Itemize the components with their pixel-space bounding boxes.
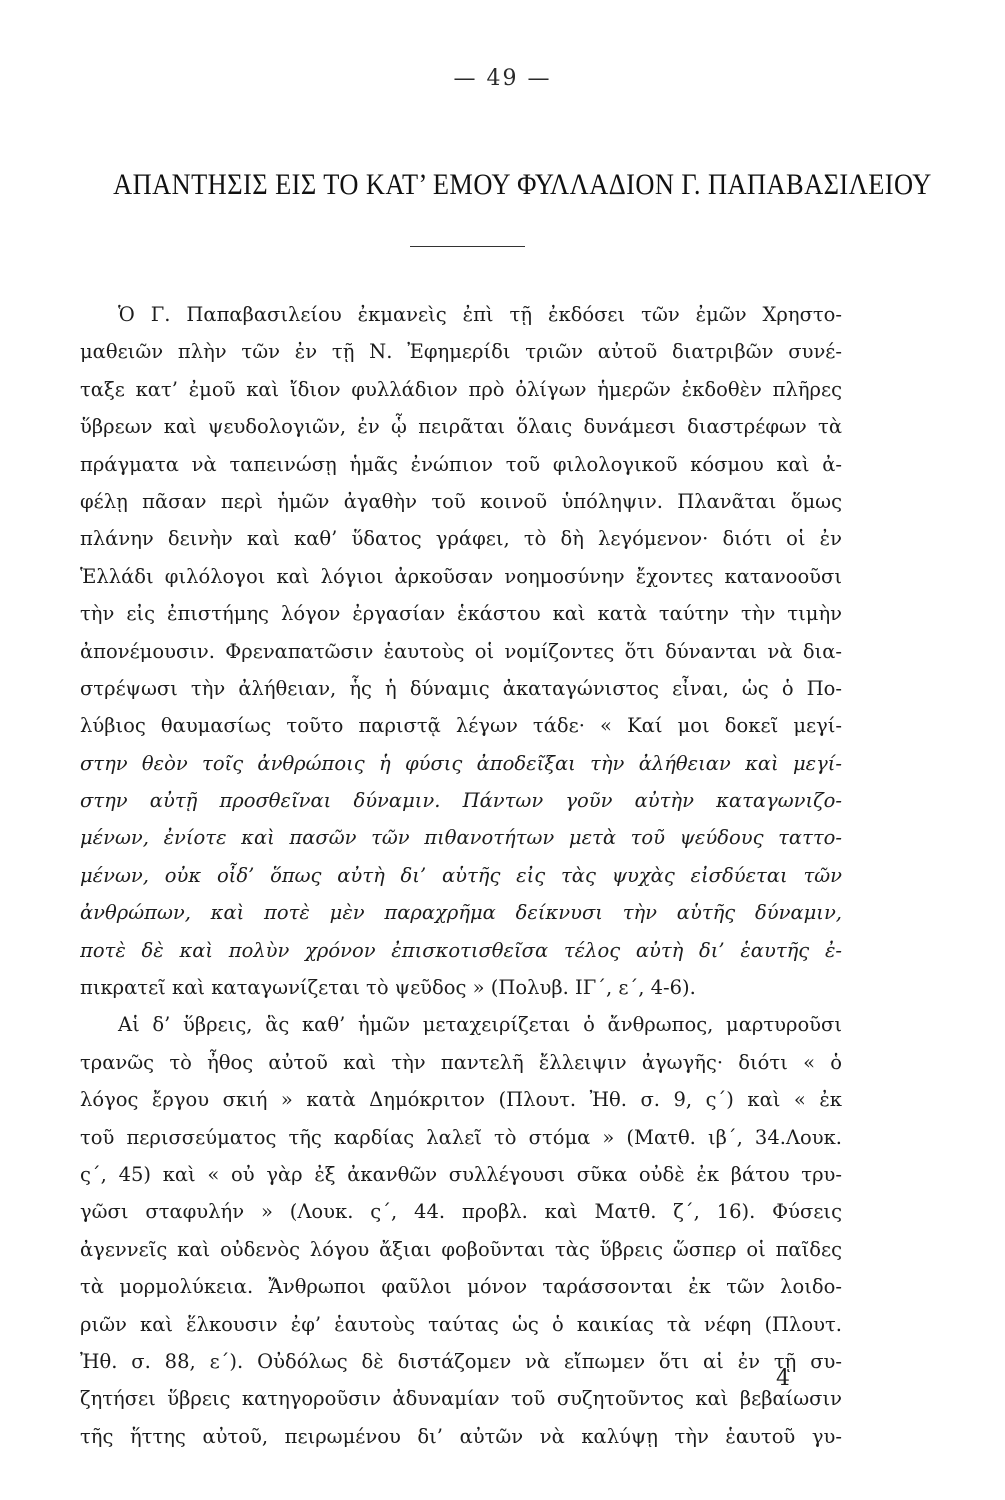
text-line-italic: στην θεὸν τοῖς ἀνθρώποις ἡ φύσις ἀποδεῖξαι τὴν ἀλήθειαν καὶ μεγί-	[80, 751, 842, 775]
text-line: τρανῶς τὸ ἦθος αὐτοῦ καὶ τὴν παντελῆ ἔλλειψιν ἀγωγῆς· διότι « ὁ	[80, 1050, 842, 1074]
text-line: τῆς ἥττης αὐτοῦ, πειρωμένου δι’ αὐτῶν νὰ καλύψῃ τὴν ἑαυτοῦ γυ-	[80, 1424, 842, 1448]
text-line: ς΄, 45) καὶ « οὐ γὰρ ἐξ ἀκανθῶν συλλέγουσι σῦκα οὐδὲ ἐκ βάτου τρυ-	[80, 1162, 842, 1186]
body-text	[80, 296, 842, 1455]
text-line-italic: ἀνθρώπων, καὶ ποτὲ μὲν παραχρῆμα δείκνυσι τὴν αὑτῆς δύναμιν,	[80, 901, 842, 925]
text-line: ὕβρεων καὶ ψευδολογιῶν, ἐν ᾧ πειρᾶται ὅλαις δυνάμεσι διαστρέφων τὰ	[80, 415, 842, 439]
text-line: Αἱ δ’ ὕβρεις, ἃς καθ’ ἡμῶν μεταχειρίζεται ὁ ἄνθρωπος, μαρτυροῦσι	[118, 1013, 842, 1037]
text-line-italic: ποτὲ δὲ καὶ πολὺν χρόνον ἐπισκοτισθεῖσα τέλος αὐτὴ δι’ ἑαυτῆς ἐ-	[80, 938, 842, 962]
text-line: πλάνην δεινὴν καὶ καθ’ ὕδατος γράφει, τὸ δὴ λεγόμενον· διότι οἱ ἐν	[80, 527, 842, 551]
page-number: — 49 —	[453, 66, 552, 91]
text-line: ζητήσει ὕβρεις κατηγοροῦσιν ἀδυναμίαν τοῦ συζητοῦντος καὶ βεβαίωσιν	[80, 1387, 842, 1411]
text-line: λόγος ἔργου σκιή » κατὰ Δημόκριτον (Πλουτ. Ἠθ. σ. 9, ς΄) καὶ « ἐκ	[80, 1088, 842, 1112]
text-line: πικρατεῖ καὶ καταγωνίζεται τὸ ψεῦδος » (Πολυβ. ΙΓ΄, ε΄, 4-6).	[80, 976, 696, 1000]
text-line: γῶσι σταφυλήν » (Λουκ. ς΄, 44. προβλ. καὶ Ματθ. ζ΄, 16). Φύσεις	[80, 1200, 842, 1224]
text-line: λύβιος θαυμασίως τοῦτο παριστᾷ λέγων τάδε· « Καί μοι δοκεῖ μεγί-	[80, 714, 842, 738]
chapter-title: ΑΠΑΝΤΗΣΙΣ ΕΙΣ ΤΟ ΚΑΤ’ ΕΜΟΥ ΦΥΛΛΑΔΙΟΝ Γ. ΠΑΠΑΒΑΣΙΛΕΙΟΥ	[113, 168, 932, 201]
text-line: πράγματα νὰ ταπεινώσῃ ἡμᾶς ἐνώπιον τοῦ φιλολογικοῦ κόσμου καὶ ἀ-	[80, 452, 842, 476]
text-line: ἀπονέμουσιν. Φρεναπατῶσιν ἑαυτοὺς οἱ νομίζοντες ὅτι δύνανται νὰ δια-	[80, 639, 842, 663]
text-line: τοῦ περισσεύματος τῆς καρδίας λαλεῖ τὸ στόμα » (Ματθ. ιβ΄, 34.Λουκ.	[80, 1125, 842, 1149]
title-divider	[410, 246, 525, 247]
text-line: Ὁ Γ. Παπαβασιλείου ἐκμανεὶς ἐπὶ τῇ ἐκδόσει τῶν ἐμῶν Χρηστο-	[118, 303, 842, 326]
text-line: Ἠθ. σ. 88, ε΄). Οὐδόλως δὲ διστάζομεν νὰ εἴπωμεν ὅτι αἱ ἐν τῇ συ-	[80, 1349, 842, 1373]
text-line: ριῶν καὶ ἕλκουσιν ἐφ’ ἑαυτοὺς ταύτας ὡς ὁ καικίας τὰ νέφη (Πλουτ.	[80, 1312, 842, 1336]
text-line-italic: μένων, ἐνίοτε καὶ πασῶν τῶν πιθανοτήτων μετὰ τοῦ ψεύδους ταττο-	[80, 826, 842, 850]
text-line-italic: στην αὐτῇ προσθεῖναι δύναμιν. Πάντων γοῦν αὐτὴν καταγωνιζο-	[80, 789, 842, 813]
text-line: τὴν εἰς ἐπιστήμης λόγον ἐργασίαν ἑκάστου καὶ κατὰ ταύτην τὴν τιμὴν	[80, 602, 842, 626]
text-line: τὰ μορμολύκεια. Ἄνθρωποι φαῦλοι μόνον ταράσσονται ἐκ τῶν λοιδο-	[80, 1275, 842, 1299]
text-line: ταξε κατ’ ἐμοῦ καὶ ἴδιον φυλλάδιον πρὸ ὀλίγων ἡμερῶν ἐκδοθὲν πλῆρες	[80, 377, 842, 401]
signature-mark: 4	[776, 1366, 790, 1391]
text-line: μαθειῶν πλὴν τῶν ἐν τῇ Ν. Ἐφημερίδι τριῶν αὐτοῦ διατριβῶν συνέ-	[80, 340, 842, 364]
text-line: Ἑλλάδι φιλόλογοι καὶ λόγιοι ἀρκοῦσαν νοημοσύνην ἔχοντες κατανοοῦσι	[80, 564, 842, 588]
text-line: ἀγεννεῖς καὶ οὐδενὸς λόγου ἄξιαι φοβοῦνται τὰς ὕβρεις ὥσπερ οἱ παῖδες	[80, 1237, 842, 1261]
text-line: φέλῃ πᾶσαν περὶ ἡμῶν ἀγαθὴν τοῦ κοινοῦ ὑπόληψιν. Πλανᾶται ὅμως	[80, 489, 842, 513]
text-line-italic: μένων, οὐκ οἶδ’ ὅπως αὐτὴ δι’ αὑτῆς εἰς τὰς ψυχὰς εἰσδύεται τῶν	[80, 863, 842, 887]
text-line: στρέψωσι τὴν ἀλήθειαν, ἧς ἡ δύναμις ἀκαταγώνιστος εἶναι, ὡς ὁ Πο-	[80, 676, 842, 700]
